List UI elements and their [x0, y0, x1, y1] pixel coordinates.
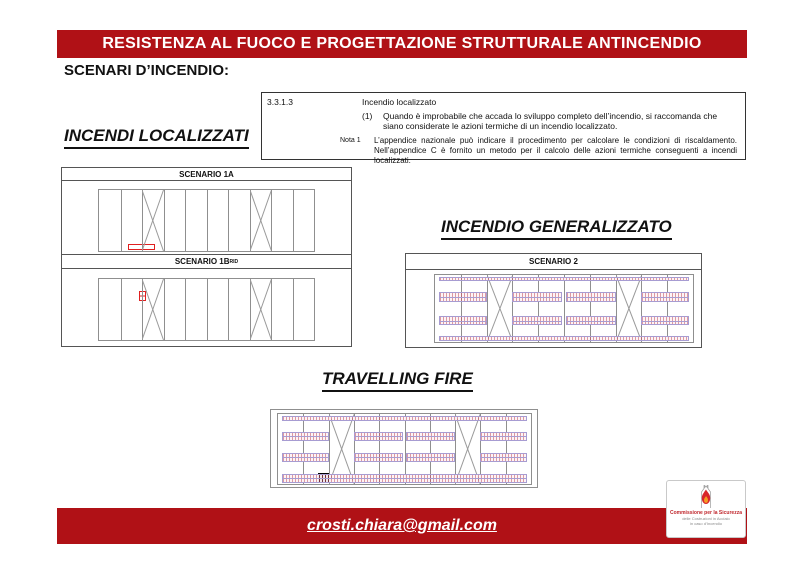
fire-hatch-strip [566, 292, 616, 301]
x-brace-icon [250, 190, 272, 251]
column-line [641, 275, 642, 342]
clause-row [262, 97, 745, 108]
fire-hatch-strip [354, 453, 403, 462]
fire-hatch-strip [406, 432, 455, 442]
x-brace-icon [616, 275, 642, 342]
item-text: Quando è improbabile che accada lo sviluppo completo dell’incendio, si raccomanda che siano considerate le azioni termiche di un incendio localizzato. [383, 110, 718, 132]
column-line [228, 279, 229, 340]
fire-hatch-strip [282, 474, 527, 482]
column-line [121, 279, 122, 340]
scenario-1b-frame-drawing [98, 278, 315, 341]
column-line [271, 279, 272, 340]
contact-email-link[interactable]: crosti.chiara@gmail.com [307, 517, 497, 534]
fire-hatch-strip [282, 432, 329, 442]
logo-commissione-sicurezza [666, 480, 746, 538]
fire-hatch-strip [354, 432, 403, 442]
slide-subtitle: SCENARI D’INCENDIO: [64, 62, 230, 79]
scenario-1a-frame-drawing [98, 189, 315, 252]
column-line [271, 190, 272, 251]
clause-number: 3.3.1.3 [267, 97, 293, 107]
scenario-1b-title [62, 254, 351, 269]
column-line [293, 279, 294, 340]
clause-item [362, 111, 745, 132]
note-label: Nota 1 [340, 136, 361, 144]
fire-hatch-strip [439, 277, 689, 282]
scenario-1a-label: SCENARIO 1A [179, 169, 234, 179]
travelling-fire-diagram-box [270, 409, 538, 488]
fire-hatch-strip [566, 316, 616, 325]
x-brace-icon [142, 279, 164, 340]
clause-note [262, 136, 745, 166]
fire-hatch-strip [439, 316, 487, 325]
column-line [207, 190, 208, 251]
fire-hatch-strip [282, 453, 329, 462]
fire-hatch-strip [282, 416, 527, 421]
scenario-2-label: SCENARIO 2 [529, 257, 578, 266]
scenario-1-diagram-box [61, 167, 352, 347]
travelling-fire-frame-drawing [277, 413, 532, 485]
heading-incendi-localizzati: INCENDI LOCALIZZATI [64, 126, 249, 149]
fire-hatch-strip [439, 336, 689, 341]
fire-hatch-strip [641, 316, 689, 325]
column-line [667, 275, 668, 342]
item-number: (1) [362, 110, 373, 121]
logo-text-line3: in caso d’Incendio [689, 521, 723, 526]
fire-hatch-strip [480, 432, 527, 442]
column-line [564, 275, 565, 342]
scenario-2-title [406, 254, 701, 270]
flame-icon [693, 483, 719, 509]
scenario-1a-title [62, 168, 351, 181]
footer-banner [57, 508, 747, 544]
fire-hatch-strip [406, 453, 455, 462]
column-line [185, 190, 186, 251]
fire-hatch-strip [512, 292, 562, 301]
column-line [512, 275, 513, 342]
x-brace-icon [250, 279, 272, 340]
scenario-1b-subscript: RID [229, 258, 239, 265]
x-brace-icon [487, 275, 513, 342]
column-line [185, 279, 186, 340]
scenario-2-diagram-box [405, 253, 702, 348]
column-line [293, 190, 294, 251]
column-line [461, 275, 462, 342]
column-line [121, 190, 122, 251]
heading-travelling-fire: TRAVELLING FIRE [322, 369, 473, 392]
column-line [590, 275, 591, 342]
fire-hatch-strip [641, 292, 689, 301]
column-line [164, 279, 165, 340]
heading-incendio-generalizzato: INCENDIO GENERALIZZATO [441, 217, 672, 240]
column-line [164, 190, 165, 251]
x-brace-icon [142, 190, 164, 251]
column-line [228, 190, 229, 251]
fire-hatch-strip [512, 316, 562, 325]
scenario-2-frame-drawing [434, 274, 694, 343]
header-banner [57, 30, 747, 58]
fire-hatch-strip [480, 453, 527, 462]
column-line [207, 279, 208, 340]
logo-text-line1: Commissione per la Sicurezza [670, 510, 742, 516]
fire-hatch-strip [439, 292, 487, 301]
clause-title: Incendio localizzato [362, 97, 437, 107]
note-text: L’appendice nazionale può indicare il procedimento per calcolare le condizioni di riscaldamento. Nell’appendice C è fornito un metodo per il calcolo delle azioni termiche conseguenti a incendi localizzati. [374, 135, 737, 165]
scenario-1b-label: SCENARIO 1B [174, 257, 230, 266]
column-line [538, 275, 539, 342]
header-title: RESISTENZA AL FUOCO E PROGETTAZIONE STRUTTURALE ANTINCENDIO [102, 35, 702, 52]
norm-excerpt-box [261, 92, 746, 165]
logo-text-line2: delle Costruzioni in Acciaio [682, 516, 730, 521]
